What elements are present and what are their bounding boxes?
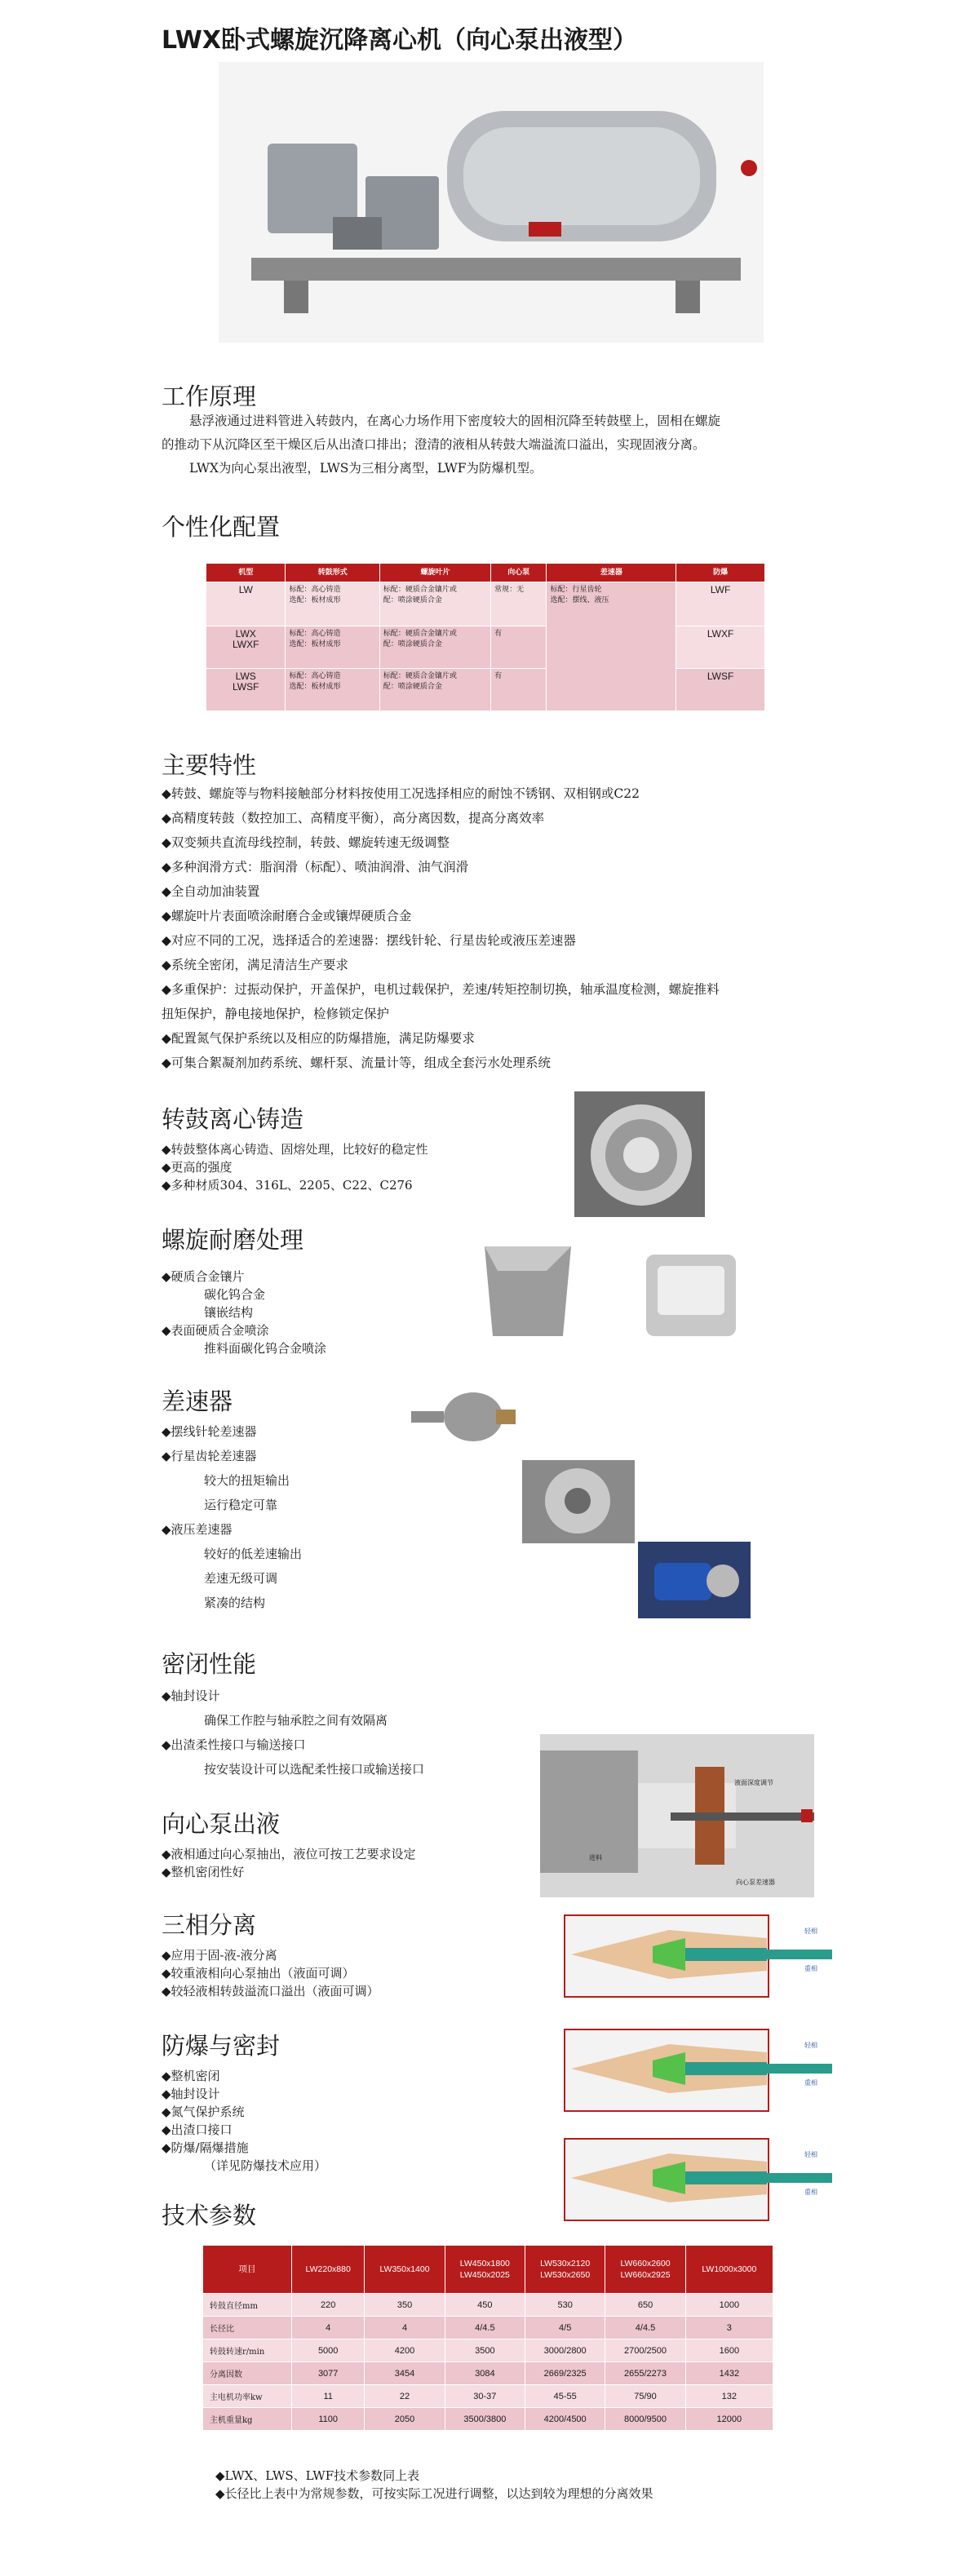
explosion-item: （详见防爆技术应用） xyxy=(204,2158,327,2173)
seal-heading: 密闭性能 xyxy=(162,1650,257,1678)
pump-label: 进料 xyxy=(589,1854,602,1861)
specs-col-header: LW220x880 xyxy=(292,2246,365,2294)
config-heading: 个性化配置 xyxy=(162,513,281,541)
specs-col-header: LW660x2600 LW660x2925 xyxy=(605,2246,685,2294)
config-cell: 标配：硬质合金镶片或 配：喷涂硬质合金 xyxy=(379,669,490,711)
specs-cell: 长径比 xyxy=(203,2317,292,2339)
config-col-header: 差速器 xyxy=(547,564,676,582)
screw-tile-photo xyxy=(473,1238,578,1348)
specs-cell: 4 xyxy=(292,2317,365,2339)
separation-diagram-3 xyxy=(563,2137,835,2222)
drum-item: ◆转鼓整体离心铸造、固熔处理，比较好的稳定性 xyxy=(162,1142,428,1157)
screw-item: 推料面碳化钨合金喷涂 xyxy=(204,1341,327,1356)
features-heading: 主要特性 xyxy=(162,751,257,779)
specs-row xyxy=(203,2362,773,2385)
explosion-item: ◆轴封设计 xyxy=(162,2087,220,2101)
heavy-phase-label: 重相 xyxy=(804,2079,817,2087)
three-phase-item: ◆较轻液相转鼓溢流口溢出（液面可调） xyxy=(162,1984,379,1998)
seal-item: 确保工作腔与轴承腔之间有效隔离 xyxy=(204,1713,388,1728)
screw-item: 碳化钨合金 xyxy=(204,1287,266,1302)
specs-notes xyxy=(215,2467,803,2503)
diff-item: 运行稳定可靠 xyxy=(204,1498,278,1512)
explosion-item: ◆整机密闭 xyxy=(162,2069,220,2083)
config-cell: 标配：高心铸造 选配：板材成形 xyxy=(286,626,379,669)
screw-heading: 螺旋耐磨处理 xyxy=(162,1226,304,1254)
specs-cell: 3500/3800 xyxy=(445,2408,525,2431)
drum-heading: 转鼓离心铸造 xyxy=(162,1105,304,1133)
specs-col-header: LW350x1400 xyxy=(365,2246,445,2294)
specs-cell: 4/4.5 xyxy=(445,2317,525,2339)
specs-cell: 5000 xyxy=(292,2339,365,2362)
centripetal-item: ◆整机密闭性好 xyxy=(162,1865,245,1879)
principle-line: LWX为向心泵出液型，LWS为三相分离型，LWF为防爆机型。 xyxy=(189,461,543,476)
specs-row xyxy=(203,2385,773,2408)
pump-label: 液面深度调节 xyxy=(734,1779,773,1786)
pump-label: 向心泵差速器 xyxy=(736,1879,775,1886)
explosion-item: ◆氮气保护系统 xyxy=(162,2105,245,2119)
config-cell: 标配：硬质合金镶片或 配：喷涂硬质合金 xyxy=(379,582,490,626)
feature-item: ◆配置氮气保护系统以及相应的防爆措施，满足防爆要求 xyxy=(162,1031,475,1046)
specs-cell: 650 xyxy=(605,2294,685,2317)
centripetal-list xyxy=(162,1845,537,1881)
feature-item: ◆系统全密闭，满足清洁生产要求 xyxy=(162,958,348,972)
diff-item: 较好的低差速输出 xyxy=(204,1547,303,1561)
specs-header-row xyxy=(203,2246,773,2294)
three-phase-heading: 三相分离 xyxy=(162,1911,257,1939)
features-list xyxy=(162,781,831,1075)
specs-table xyxy=(202,2245,773,2431)
three-phase-list xyxy=(162,1946,521,2000)
specs-cell: 30-37 xyxy=(445,2385,525,2408)
specs-cell: 4/5 xyxy=(525,2317,605,2339)
seal-item: 按安装设计可以选配柔性接口或输送接口 xyxy=(204,1762,425,1777)
specs-cell: 分离因数 xyxy=(203,2362,292,2385)
config-cell: LWF xyxy=(676,582,765,626)
drum-item: ◆多种材质304、316L、2205、C22、C276 xyxy=(162,1178,413,1193)
explosion-item: ◆防爆/隔爆措施 xyxy=(162,2140,249,2155)
specs-cell: 75/90 xyxy=(605,2385,685,2408)
config-cell: 标配：高心铸造 选配：板材成形 xyxy=(286,669,379,711)
specs-row xyxy=(203,2408,773,2431)
config-cell: 有 xyxy=(491,669,547,711)
specs-cell: 4200 xyxy=(365,2339,445,2362)
diff-item: 紧凑的结构 xyxy=(204,1596,266,1610)
specs-cell: 1000 xyxy=(685,2294,773,2317)
config-row xyxy=(206,669,765,711)
specs-heading: 技术参数 xyxy=(162,2202,257,2229)
specs-cell: 4200/4500 xyxy=(525,2408,605,2431)
specs-cell: 2655/2273 xyxy=(605,2362,685,2385)
feature-item: ◆全自动加油装置 xyxy=(162,884,260,899)
three-phase-item: ◆应用于固-液-液分离 xyxy=(162,1948,277,1963)
specs-cell: 450 xyxy=(445,2294,525,2317)
centrifuge-hero-image xyxy=(219,62,764,343)
principle-line: 的推动下从沉降区至干燥区后从出渣口排出；澄清的液相从转鼓大端溢流口溢出，实现固液分离。 xyxy=(162,437,706,452)
explosion-item: ◆出渣口接口 xyxy=(162,2122,233,2137)
light-phase-label: 轻相 xyxy=(804,2151,817,2158)
separation-diagram-1 xyxy=(563,1914,835,1998)
specs-note: ◆LWX、LWS、LWF技术参数同上表 xyxy=(215,2468,420,2483)
specs-cell: 主机重量kg xyxy=(203,2408,292,2431)
config-col-header: 转鼓形式 xyxy=(286,564,379,582)
drum-item: ◆更高的强度 xyxy=(162,1160,233,1175)
specs-row xyxy=(203,2339,773,2362)
specs-cell: 12000 xyxy=(685,2408,773,2431)
drum-list xyxy=(162,1140,504,1194)
specs-cell: 3077 xyxy=(292,2362,365,2385)
specs-row xyxy=(203,2294,773,2317)
specs-cell: 4/4.5 xyxy=(605,2317,685,2339)
light-phase-label: 轻相 xyxy=(804,1928,817,1935)
feature-item: ◆转鼓、螺旋等与物料接触部分材料按使用工况选择相应的耐蚀不锈钢、双相钢或C22 xyxy=(162,786,640,801)
feature-item: ◆多种润滑方式：脂润滑（标配）、喷油润滑、油气润滑 xyxy=(162,860,469,874)
config-cell: LWS LWSF xyxy=(206,669,286,711)
specs-cell: 45-55 xyxy=(525,2385,605,2408)
screw-list xyxy=(162,1268,406,1357)
screw-item: 镶嵌结构 xyxy=(204,1305,254,1320)
specs-col-header: LW450x1800 LW450x2025 xyxy=(445,2246,525,2294)
specs-row xyxy=(203,2317,773,2339)
cycloid-differential-photo xyxy=(406,1387,519,1449)
specs-cell: 转鼓转速r/min xyxy=(203,2339,292,2362)
config-col-header: 机型 xyxy=(206,564,286,582)
specs-cell: 132 xyxy=(685,2385,773,2408)
diff-item: ◆行星齿轮差速器 xyxy=(162,1449,257,1463)
config-cell: 标配：硬质合金镶片或 配：喷涂硬质合金 xyxy=(379,626,490,669)
light-phase-label: 轻相 xyxy=(804,2042,817,2049)
centripetal-pump-drawing xyxy=(540,1734,814,1897)
diff-item: ◆液压差速器 xyxy=(162,1522,233,1537)
specs-cell: 350 xyxy=(365,2294,445,2317)
specs-cell: 3454 xyxy=(365,2362,445,2385)
feature-item: ◆高精度转鼓（数控加工、高精度平衡），高分离因数，提高分离效率 xyxy=(162,811,545,825)
config-col-header: 防爆 xyxy=(676,564,765,582)
config-cell: LWSF xyxy=(676,669,765,711)
screw-item: ◆表面硬质合金喷涂 xyxy=(162,1323,269,1338)
specs-cell: 2700/2500 xyxy=(605,2339,685,2362)
specs-cell: 1600 xyxy=(685,2339,773,2362)
specs-cell: 3000/2800 xyxy=(525,2339,605,2362)
config-header-row xyxy=(206,564,765,582)
config-row xyxy=(206,626,765,669)
config-cell: LWX LWXF xyxy=(206,626,286,669)
work-principle-text xyxy=(162,409,822,480)
three-phase-item: ◆较重液相向心泵抽出（液面可调） xyxy=(162,1966,355,1981)
config-cell: LWXF xyxy=(676,626,765,669)
specs-cell: 8000/9500 xyxy=(605,2408,685,2431)
explosion-heading: 防爆与密封 xyxy=(162,2032,281,2060)
config-cell: 标配：行星齿轮 选配：摆线、液压 xyxy=(547,582,676,711)
seal-item: ◆轴封设计 xyxy=(162,1689,220,1703)
specs-cell: 3500 xyxy=(445,2339,525,2362)
feature-item: ◆双变频共直流母线控制，转鼓、螺旋转速无级调整 xyxy=(162,835,450,850)
specs-cell: 22 xyxy=(365,2385,445,2408)
specs-cell: 3 xyxy=(685,2317,773,2339)
centripetal-item: ◆液相通过向心泵抽出，液位可按工艺要求设定 xyxy=(162,1847,416,1861)
config-col-header: 向心泵 xyxy=(491,564,547,582)
specs-cell: 4 xyxy=(365,2317,445,2339)
specs-cell: 主电机功率kw xyxy=(203,2385,292,2408)
specs-col-header: 项目 xyxy=(203,2246,292,2294)
specs-cell: 1432 xyxy=(685,2362,773,2385)
seal-item: ◆出渣柔性接口与输送接口 xyxy=(162,1737,306,1752)
config-cell: LW xyxy=(206,582,286,626)
specs-cell: 1100 xyxy=(292,2408,365,2431)
feature-item: ◆螺旋叶片表面喷涂耐磨合金或镶焊硬质合金 xyxy=(162,909,412,923)
seal-list xyxy=(162,1684,553,1782)
drum-casting-photo xyxy=(574,1091,705,1217)
diff-item: 较大的扭矩输出 xyxy=(204,1473,290,1488)
config-row xyxy=(206,582,765,626)
specs-col-header: LW1000x3000 xyxy=(685,2246,773,2294)
explosion-list xyxy=(162,2067,406,2175)
feature-item: ◆多重保护：过振动保护，开盖保护，电机过载保护，差速/转矩控制切换，轴承温度检测，螺旋推料 xyxy=(162,982,720,997)
diff-item: ◆摆线针轮差速器 xyxy=(162,1424,257,1439)
feature-item: ◆对应不同的工况，选择适合的差速器：摆线针轮、行星齿轮或液压差速器 xyxy=(162,933,576,948)
separation-diagram-2 xyxy=(563,2028,835,2113)
specs-cell: 11 xyxy=(292,2385,365,2408)
screw-item: ◆硬质合金镶片 xyxy=(162,1269,245,1284)
tungsten-coating-photo xyxy=(622,1238,760,1348)
config-cell: 标配：高心铸造 选配：板材成形 xyxy=(286,582,379,626)
diff-heading: 差速器 xyxy=(162,1388,233,1415)
page-title: LWX卧式螺旋沉降离心机（向心泵出液型） xyxy=(162,26,638,55)
work-principle-heading: 工作原理 xyxy=(162,383,257,410)
specs-cell: 3084 xyxy=(445,2362,525,2385)
specs-cell: 220 xyxy=(292,2294,365,2317)
planetary-differential-photo xyxy=(522,1460,635,1543)
config-cell: 常规：无 xyxy=(491,582,547,626)
specs-cell: 2669/2325 xyxy=(525,2362,605,2385)
heavy-phase-label: 重相 xyxy=(804,1965,817,1972)
config-table xyxy=(206,563,765,711)
specs-cell: 转鼓直径mm xyxy=(203,2294,292,2317)
config-col-header: 螺旋叶片 xyxy=(379,564,490,582)
specs-cell: 530 xyxy=(525,2294,605,2317)
principle-line: 悬浮液通过进料管进入转鼓内，在离心力场作用下密度较大的固相沉降至转鼓壁上，固相在螺旋 xyxy=(189,414,721,428)
heavy-phase-label: 重相 xyxy=(804,2189,817,2196)
feature-item: 扭矩保护，静电接地保护，检修锁定保护 xyxy=(162,1007,390,1021)
config-cell: 有 xyxy=(491,626,547,669)
diff-list xyxy=(162,1419,406,1615)
specs-col-header: LW530x2120 LW530x2650 xyxy=(525,2246,605,2294)
specs-note: ◆长径比上表中为常规参数，可按实际工况进行调整，以达到较为理想的分离效果 xyxy=(215,2486,653,2501)
feature-item: ◆可集合絮凝剂加药系统、螺杆泵、流量计等，组成全套污水处理系统 xyxy=(162,1056,551,1070)
centripetal-heading: 向心泵出液 xyxy=(162,1810,281,1838)
specs-cell: 2050 xyxy=(365,2408,445,2431)
hydraulic-differential-photo xyxy=(638,1542,751,1618)
diff-item: 差速无级可调 xyxy=(204,1571,278,1586)
